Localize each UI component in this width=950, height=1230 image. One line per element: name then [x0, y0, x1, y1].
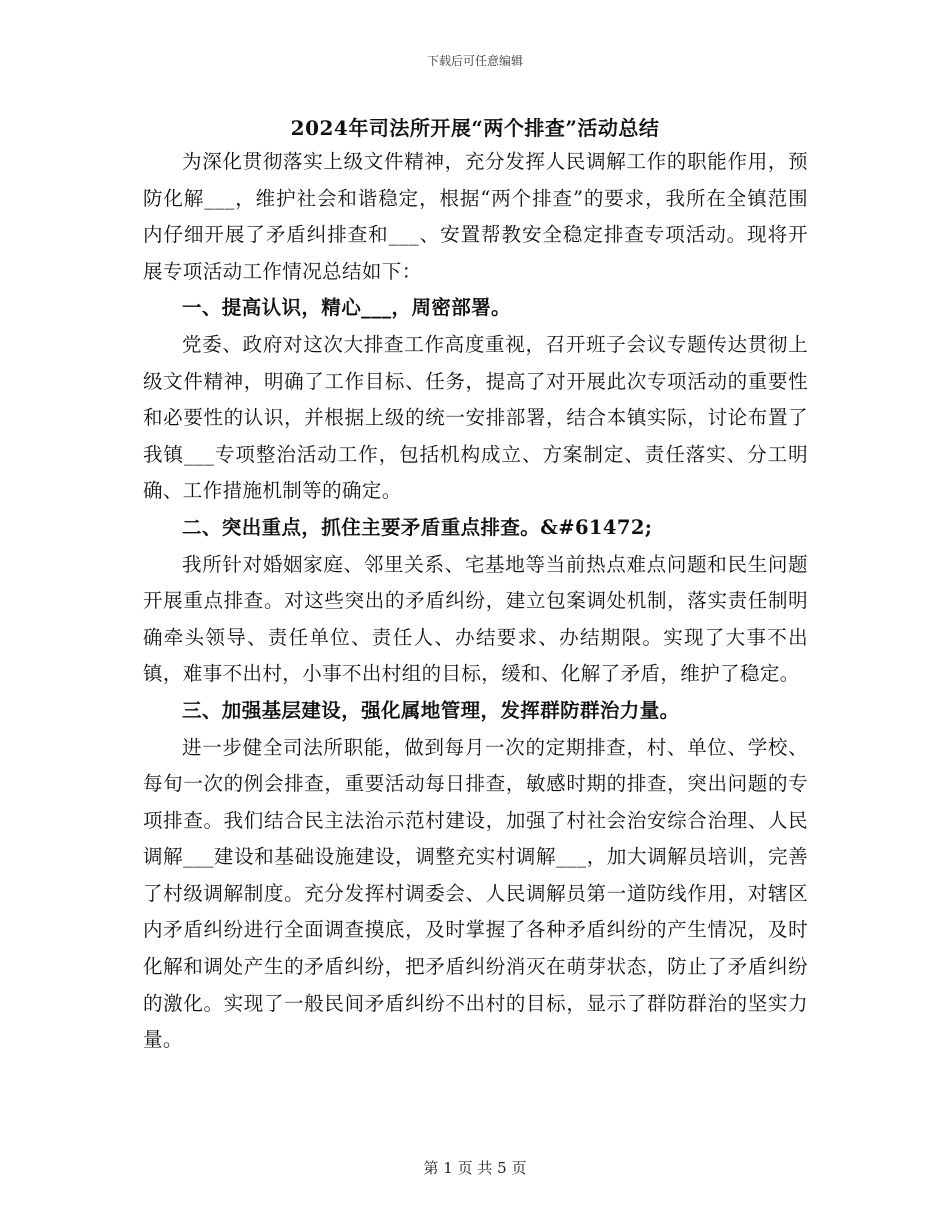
section-paragraph-3: 进一步健全司法所职能，做到每月一次的定期排查，村、单位、学校、每旬一次的例会排查，重要活动每日排查，敏感时期的排查，突出问题的专项排查。我们结合民主法治示范村建设，加强了村社会治安综合治理、人民调解___建设和基础设施建设，调整充实村调解___，加大调解员培训，完善了村级调解制度。充分发挥村调委会、人民调解员第一道防线作用，对辖区内矛盾纠纷进行全面调查摸底，及时掌握了各种矛盾纠纷的产生情况，及时化解和调处产生的矛盾纠纷，把矛盾纠纷消灭在萌芽状态，防止了矛盾纠纷的激化。实现了一般民间矛盾纠纷不出村的目标，显示了群防群治的坚实力量。: [143, 735, 808, 1052]
page-footer: 第 1 页 共 5 页: [423, 1159, 527, 1177]
section-heading-1: 一、提高认识，精心___，周密部署。: [182, 296, 511, 320]
section-heading-3: 三、加强基层建设，强化属地管理，发挥群防群治力量。: [182, 698, 680, 722]
intro-paragraph: 为深化贯彻落实上级文件精神，充分发挥人民调解工作的职能作用，预防化解___，维护社会和谐稳定，根据“两个排查”的要求，我所在全镇范围内仔细开展了矛盾纠排查和___、安置帮教安全稳定排查专项活动。现将开展专项活动工作情况总结如下：: [143, 150, 808, 283]
section-paragraph-2: 我所针对婚姻家庭、邻里关系、宅基地等当前热点难点问题和民生问题开展重点排查。对这些突出的矛盾纠纷，建立包案调处机制，落实责任制明确牵头领导、责任单位、责任人、办结要求、办结期限。实现了大事不出镇，难事不出村，小事不出村组的目标，缓和、化解了矛盾，维护了稳定。: [143, 552, 808, 686]
section-paragraph-1: 党委、政府对这次大排查工作高度重视，召开班子会议专题传达贯彻上级文件精神，明确了工作目标、任务，提高了对开展此次专项活动的重要性和必要性的认识，并根据上级的统一安排部署，结合本镇实际，讨论布置了我镇___专项整治活动工作，包括机构成立、方案制定、责任落实、分工明确、工作措施机制等的确定。: [143, 332, 808, 503]
section-heading-2: 二、突出重点，抓住主要矛盾重点排查。&#61472;: [182, 515, 653, 539]
document-body: [143, 144, 808, 1059]
header-note: 下载后可任意编辑: [426, 54, 523, 68]
document-title: 2024年司法所开展“两个排查”活动总结: [290, 116, 660, 140]
